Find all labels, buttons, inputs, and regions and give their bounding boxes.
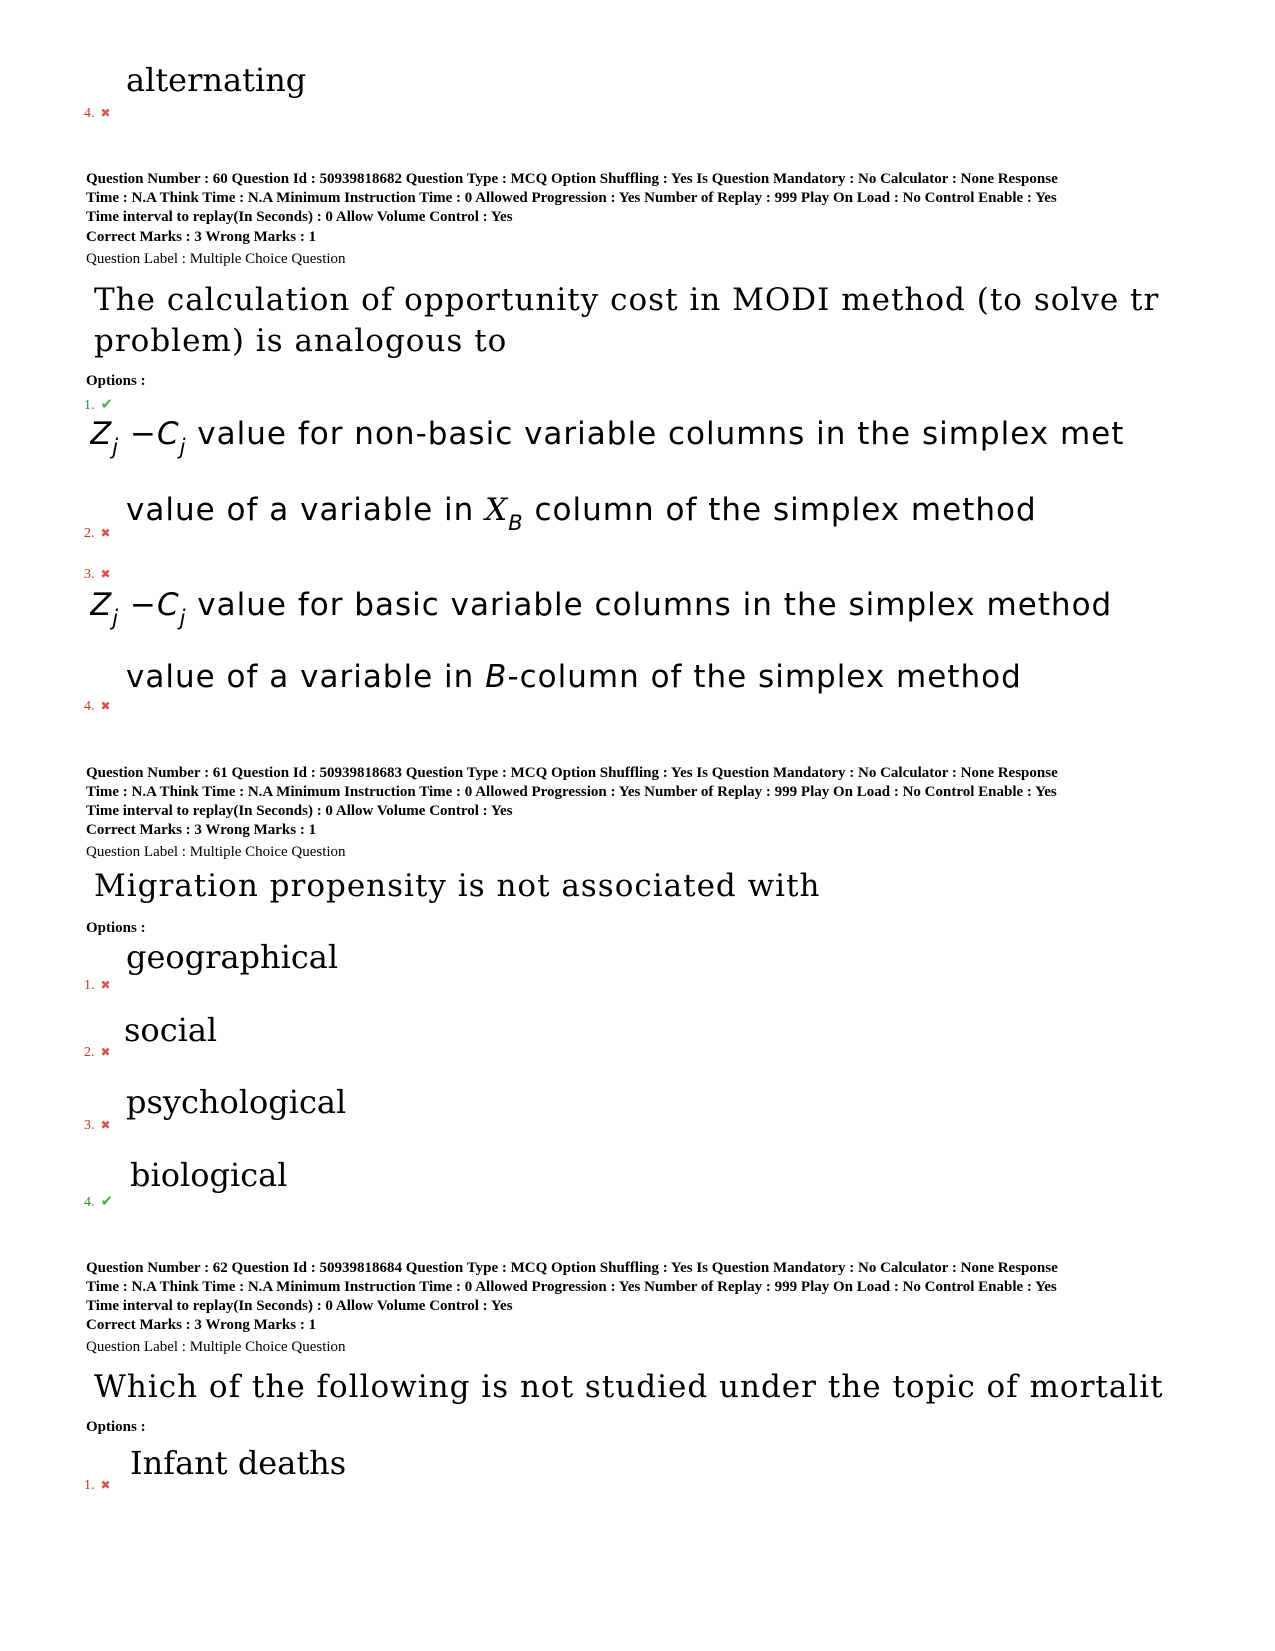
check-mark-icon: ✔ [100,1192,114,1210]
option-number-marker [84,102,111,122]
option-number: 2. [84,1045,95,1060]
option-number-marker [84,1041,111,1061]
question-text-line1: Which of the following is not studied under the topic of mortalit [94,1369,1164,1405]
option-number-marker [84,1114,111,1134]
cross-mark-icon: ✖ [100,1045,111,1059]
cross-mark-icon: ✖ [100,526,111,540]
question-meta: Question Number : 61 Question Id : 50939818683 Question Type : MCQ Option Shuffling : Yes Is Question Mandatory : No Calculator : None Response Time : N.A Think Time : N.A Minimum Instruction Time : 0 Allowed Progression : Yes Number of Replay : 999 Play On Load : No Control Enable : Yes Time interval to replay(In Seconds) : 0 Allow Volume Control : Yes [86,765,1058,819]
option-number: 1. [84,978,95,993]
question-marks: Correct Marks : 3 Wrong Marks : 1 [86,229,317,245]
option-number-marker [84,1191,113,1211]
option-number: 4. [84,699,95,714]
option-number: 3. [84,567,95,582]
question-label: Question Label : Multiple Choice Question [86,1339,346,1355]
options-label: Options : [86,1419,146,1435]
option-number: 4. [84,106,95,121]
cross-mark-icon: ✖ [100,699,111,713]
question-text-line2: problem) is analogous to [94,323,508,359]
option-text: biological [130,1156,288,1194]
option-number: 3. [84,1118,95,1133]
option-text: alternating [126,61,307,99]
option-text: psychological [126,1083,347,1121]
options-label: Options : [86,920,146,936]
option-text: geographical [126,938,339,976]
question-meta: Question Number : 62 Question Id : 50939818684 Question Type : MCQ Option Shuffling : Yes Is Question Mandatory : No Calculator : None Response Time : N.A Think Time : N.A Minimum Instruction Time : 0 Allowed Progression : Yes Number of Replay : 999 Play On Load : No Control Enable : Yes Time interval to replay(In Seconds) : 0 Allow Volume Control : Yes [86,1260,1058,1314]
cross-mark-icon: ✖ [100,978,111,992]
option-number-marker [84,394,113,414]
option-text: Infant deaths [130,1444,347,1482]
option-number-marker [84,1474,111,1494]
option-text: $Z_j -C_j$ value for non-basic variable columns in the simplex met [90,416,1125,459]
cross-mark-icon: ✖ [100,567,111,581]
cross-mark-icon: ✖ [100,106,111,120]
question-marks: Correct Marks : 3 Wrong Marks : 1 [86,1317,317,1333]
option-number-marker [84,695,111,715]
option-number-marker [84,563,111,583]
option-number: 2. [84,526,95,541]
options-label: Options : [86,373,146,389]
option-number: 4. [84,1195,95,1210]
option-number-marker [84,522,111,542]
question-label: Question Label : Multiple Choice Question [86,251,346,267]
question-meta: Question Number : 60 Question Id : 50939818682 Question Type : MCQ Option Shuffling : Yes Is Question Mandatory : No Calculator : None Response Time : N.A Think Time : N.A Minimum Instruction Time : 0 Allowed Progression : Yes Number of Replay : 999 Play On Load : No Control Enable : Yes Time interval to replay(In Seconds) : 0 Allow Volume Control : Yes [86,171,1058,225]
check-mark-icon: ✔ [100,395,114,413]
question-text-line1: Migration propensity is not associated with [94,868,821,904]
cross-mark-icon: ✖ [100,1478,111,1492]
option-text: $Z_j -C_j$ value for basic variable columns in the simplex method [90,587,1113,630]
option-number: 1. [84,398,95,413]
question-label: Question Label : Multiple Choice Question [86,844,346,860]
option-text: value of a variable in B-column of the simplex method [126,659,1022,695]
question-text-line1: The calculation of opportunity cost in MODI method (to solve tr [94,282,1160,318]
question-marks: Correct Marks : 3 Wrong Marks : 1 [86,822,317,838]
option-text: social [124,1011,218,1049]
option-number: 1. [84,1478,95,1493]
option-text: value of a variable in $X_B$ column of the simplex method [126,492,1037,535]
cross-mark-icon: ✖ [100,1118,111,1132]
option-number-marker [84,974,111,994]
